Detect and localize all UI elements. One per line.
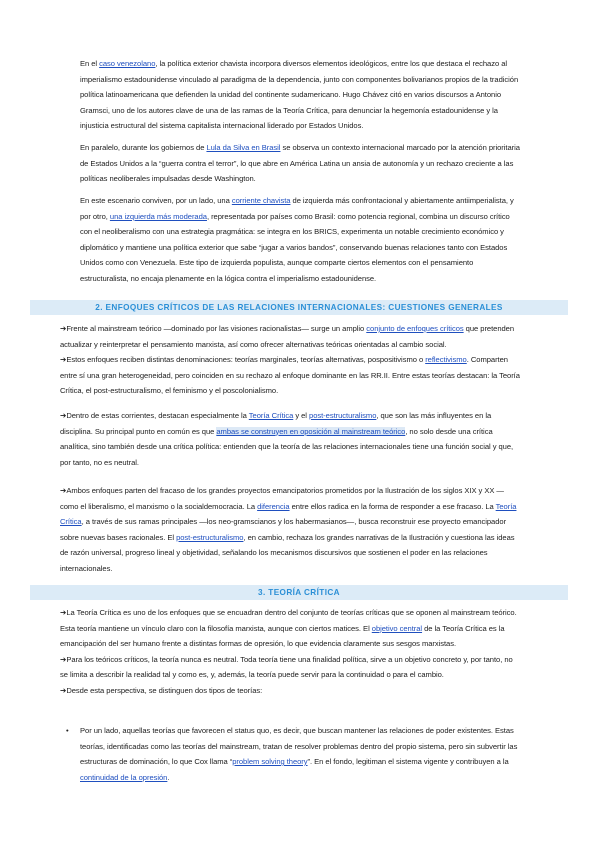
paragraph-brasil (80, 140, 520, 187)
line-block: ➔Desde esta perspectiva, se distinguen dos tipos de teorías: (60, 685, 263, 695)
link-oposicion-mainstream[interactable]: ambas se construyen en oposición al mainstream teórico (216, 426, 406, 436)
link-diferencia[interactable]: diferencia (257, 501, 290, 511)
text: En paralelo, durante los gobiernos de (80, 143, 207, 152)
text: , no solo desde una crítica analítica, sino también desde una crítica política: entienden que la teoría de las relaciones internacionales tiene una función social y que, por tanto, no es neutral. (60, 426, 514, 467)
link-conjunto-enfoques[interactable]: conjunto de enfoques críticos (366, 324, 464, 333)
text: , representada por países como Brasil: como potencia regional, combina un discurso crítico con el neoliberalismo con una estrategia pragmática: se integra en los BRICS, experimenta un notable crecimiento económico y diplomático y mantiene una política exterior que sabe “jugar a varios bandos”, conservando buenas relaciones tanto con Estados Unidos como con Venezuela. Este tipo de izquierda populista, aunque comparte ciertos elementos con el pensamiento estructuralista, no encaja plenamente en la lógica contra el imperialismo estadounidense. (80, 211, 510, 283)
paragraph-izquierdas (80, 193, 520, 286)
text: . (167, 772, 170, 782)
text: de la Teoría Crítica es la emancipación del ser humano frente a distintas formas de opresión, lo que evidencia claramente sus sesgos marxistas. (60, 623, 505, 648)
link-corriente-chavista[interactable]: corriente chavista (231, 196, 291, 205)
link-post-estructuralismo[interactable]: post-estructuralismo (309, 411, 377, 420)
link-teoria-critica-2[interactable]: Teoría Crítica (60, 501, 517, 526)
text: , en cambio, rechaza los grandes narrativas de la Ilustración y cuestiona las ideas de razón universal, progreso lineal y objetividad, señalando los mecanismos discursivos que sostienen el poder en las relaciones internacionales. (60, 532, 515, 573)
link-caso-venezolano[interactable]: caso venezolano (99, 59, 156, 68)
paragraph-corrientes (60, 408, 520, 470)
text: . Comparten entre sí una gran heterogeneidad, pero coinciden en su rechazo al enfoque dominante en las RR.II. Entre estas teorías destacan: la Teoría Crítica, el post-estructuralismo, el feminismo y el poscolonialismo. (60, 355, 520, 395)
section-heading-2: 2. ENFOQUES CRÍTICOS DE LAS RELACIONES INTERNACIONALES: CUESTIONES GENERALES (30, 300, 568, 315)
link-reflectivismo[interactable]: reflectivismo (425, 355, 467, 364)
text: , la política exterior chavista incorpora diversos elementos ideológicos, entre los que destaca el rechazo al imperialismo estadounidense vinculado al paradigma de la dependencia, junto con componentes bolivarianos propios de la tradición política latinoamericana que defienden la unidad del continente sudamericano. Hugo Chávez citó en varios discursos a Antonio Gramsci, uno de los autores clave de una de las ramas de la Teoría Crítica, para denunciar la hegemonía estadounidense y la injusticia estructural del sistema capitalista internacional liderado por Estados Unidos. (80, 59, 519, 130)
text: entre ellos radica en la forma de responder a ese fracaso. La (289, 501, 496, 511)
text: ➔Estos enfoques reciben distintas denominaciones: teorías marginales, teorías alternativas, pospositivismo o (60, 355, 426, 364)
text: y el (293, 411, 310, 420)
bullet-text (80, 723, 520, 785)
link-lula-brasil[interactable]: Lula da Silva en Brasil (206, 143, 281, 152)
text: ➔Ambos enfoques parten del fracaso de los grandes proyectos emancipatorios prometidos por la Ilustración de los siglos XIX y XX —como el liberalismo, el marxismo o la socialdemocracia. La (60, 486, 504, 511)
link-izquierda-moderada[interactable]: una izquierda más moderada (109, 211, 207, 221)
link-continuidad-opresion[interactable]: continuidad de la opresión (80, 772, 168, 782)
text: ➔Dentro de estas corrientes, destacan especialmente la (60, 411, 249, 420)
text: Por un lado, aquellas teorías que favorecen el status quo, es decir, que buscan mantener las relaciones de poder existentes. Estas teorías, identificadas como las teorías del mainstream, tratan de resolver problemas dentro del propio sistema, pero sin subvertir las estructuras de dominación, lo que Cox llama “ (80, 726, 518, 766)
text: En este escenario conviven, por un lado, una (80, 196, 232, 205)
text: que pretenden actualizar y reinterpretar el pensamiento marxista, así como ofrecer alternativas teóricas orientadas al cambio social. (60, 324, 515, 349)
link-teoria-critica[interactable]: Teoría Crítica (248, 411, 294, 420)
text: ➔Frente al mainstream teórico —dominado por las visiones racionalistas— surge un amplio (60, 324, 367, 333)
text: , que son las más influyentes en la disciplina. Su principal punto en común es que (60, 411, 492, 436)
link-objetivo-central[interactable]: objetivo central (371, 623, 423, 633)
text: En el (80, 59, 100, 68)
line-block (60, 605, 520, 652)
text: ”. En el fondo, legitiman el sistema vigente y contribuyen a la (307, 757, 509, 766)
text: , a través de sus ramas principales —los neo-gramscianos y los habermasianos—, busca reconstruir ese proyecto emancipador sobre nuevas bases racionales. El (60, 517, 507, 542)
line-block: ➔Para los teóricos críticos, la teoría nunca es neutral. Toda teoría tiene una finalidad política, sirve a un objetivo concreto y, por tanto, no se limita a describir la realidad tal y como es, y, además, la teoría puede servir para la continuidad o para el cambio. (60, 654, 513, 679)
paragraph-venezuela (80, 56, 520, 134)
paragraph-teoria-critica (60, 605, 520, 698)
paragraph-enfoques-criticos (60, 321, 520, 399)
line-block (60, 321, 520, 352)
text: de izquierda más confrontacional y abiertamente antiimperialista, y por otro, (80, 196, 514, 221)
bullet-icon: • (66, 726, 69, 735)
paragraph-ilustracion (60, 483, 520, 576)
link-problem-solving-theory[interactable]: problem solving theory (232, 757, 308, 766)
text: se observa un contexto internacional marcado por la atención prioritaria de Estados Unidos a la “guerra contra el terror”, lo que abre en América Latina un ansia de autonomía y un rechazo creciente a las políticas neoliberales impulsadas desde Washington. (80, 143, 520, 183)
section-heading-3: 3. TEORÍA CRÍTICA (30, 585, 568, 600)
text: ➔La Teoría Crítica es uno de los enfoques que se encuadran dentro del conjunto de teorías críticas que se oponen al mainstream teórico. Esta teoría mantiene un vínculo claro con la filosofía marxista, aunque con ciertos matices. El (60, 608, 517, 633)
line-block (60, 352, 520, 399)
link-post-estructuralismo-2[interactable]: post-estructuralismo (176, 532, 244, 542)
